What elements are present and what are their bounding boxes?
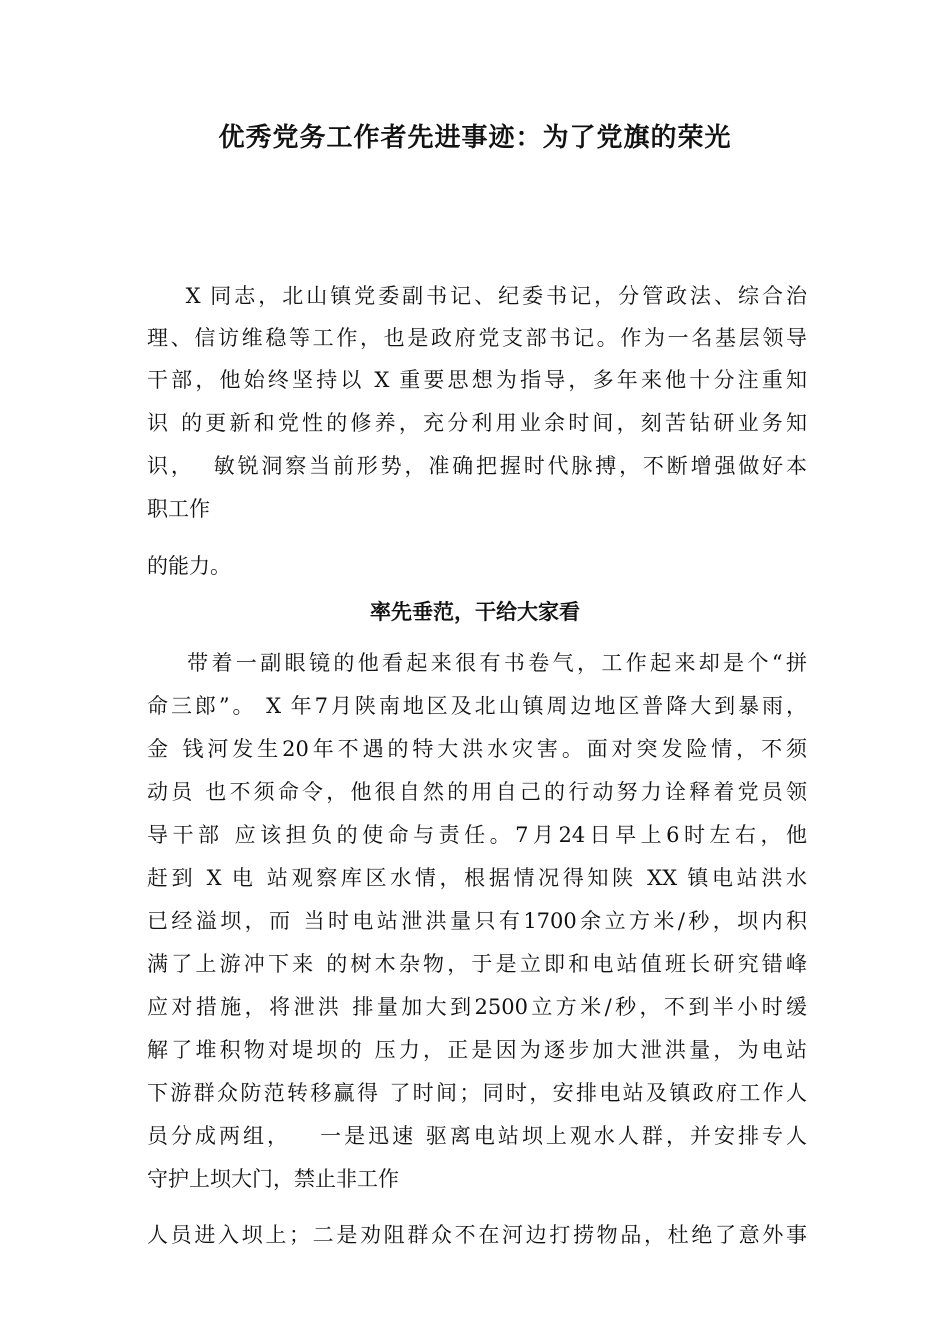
intro-line: 识， 敏锐洞察当前形势，准确把握时代脉搏，不断增强做好本 <box>147 454 807 478</box>
body-line: 员分成两组， 一是迅速 驱离电站坝上观水人群，并安排专人 <box>147 1124 807 1148</box>
body-line: 命三郎”。 X 年7月陕南地区及北山镇周边地区普降大到暴雨， <box>147 694 807 718</box>
body-line: 解了堆积物对堤坝的 压力，正是因为逐步加大泄洪量，为电站 <box>147 1038 807 1062</box>
body-line: 人员进入坝上；二是劝阻群众不在河边打捞物品，杜绝了意外事 <box>147 1223 807 1247</box>
body-line: 动员 也不须命令，他很自然的用自己的行动努力诠释着党员领 <box>147 780 807 804</box>
document-title: 优秀党务工作者先进事迹：为了党旗的荣光 <box>218 123 732 153</box>
body-line: 金 钱河发生20年不遇的特大洪水灾害。面对突发险情，不须 <box>147 737 807 761</box>
body-line: 赶到 X 电 站观察库区水情，根据情况得知陕 XX 镇电站洪水 <box>147 866 807 890</box>
body-line: 应对措施，将泄洪 排量加大到2500立方米/秒，不到半小时缓 <box>147 995 807 1019</box>
body-line: 满了上游冲下来 的树木杂物，于是立即和电站值班长研究错峰 <box>147 952 807 976</box>
intro-line: 识 的更新和党性的修养，充分利用业余时间，刻苦钻研业务知 <box>147 411 807 435</box>
body-line: 下游群众防范转移赢得 了时间；同时，安排电站及镇政府工作人 <box>147 1081 807 1105</box>
body-line: 守护上坝大门，禁止非工作 <box>147 1167 399 1191</box>
body-line: 已经溢坝，而 当时电站泄洪量只有1700余立方米/秒，坝内积 <box>147 909 807 933</box>
body-line: 带着一副眼镜的他看起来很有书卷气，工作起来却是个“拼 <box>147 651 807 675</box>
intro-line: X 同志，北山镇党委副书记、纪委书记，分管政法、综合治 <box>147 284 807 308</box>
body-line: 导干部 应该担负的使命与责任。7月24日早上6时左右，他 <box>147 823 807 847</box>
intro-line: 理、信访维稳等工作，也是政府党支部书记。作为一名基层领导 <box>147 326 807 350</box>
intro-tail-line: 的能力。 <box>147 554 231 578</box>
intro-line: 干部，他始终坚持以 X 重要思想为指导，多年来他十分注重知 <box>147 368 807 392</box>
intro-line: 职工作 <box>147 497 210 521</box>
section-heading: 率先垂范，干给大家看 <box>370 599 580 624</box>
